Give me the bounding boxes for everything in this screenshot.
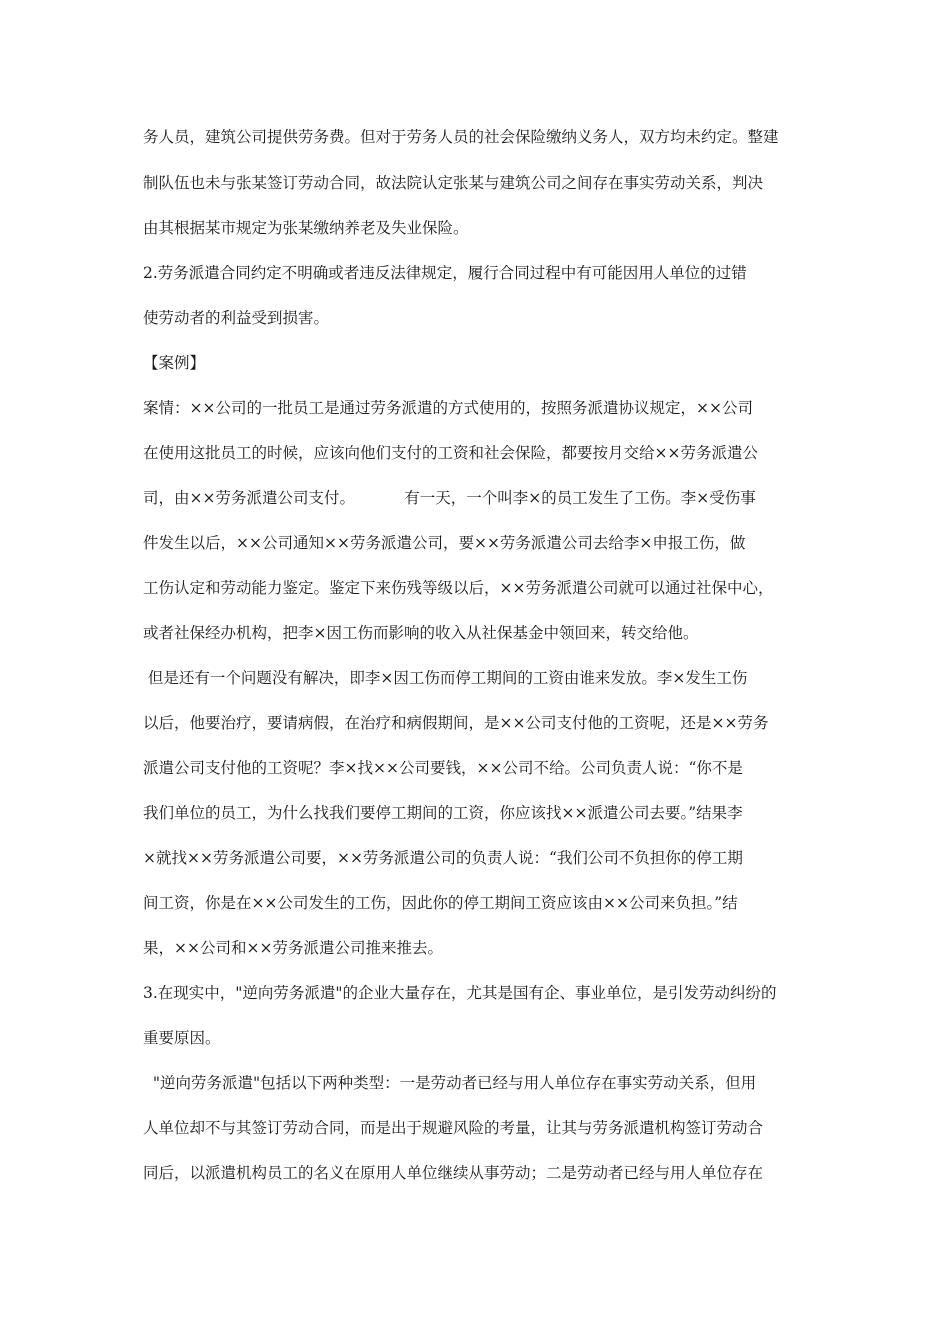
text-line: 或者社保经办机构，把李×因工伤而影响的收入从社保基金中领回来，转交给他。 (143, 624, 699, 642)
text-line: 务人员，建筑公司提供劳务费。但对于劳务人员的社会保险缴纳义务人，双方均未约定。整建 (143, 128, 779, 146)
text-line: 我们单位的员工，为什么找我们要停工期间的工资，你应该找××派遣公司去要。”结果李 (143, 804, 743, 822)
text-line: 人单位却不与其签订劳动合同，而是出于规避风险的考量，让其与劳务派遣机构签订劳动合 (143, 1119, 764, 1137)
text-line: 案情：××公司的一批员工是通过劳务派遣的方式使用的，按照务派遣协议规定，××公司 (143, 399, 753, 417)
text-line: 重要原因。 (143, 1029, 221, 1047)
text-line: 在使用这批员工的时候，应该向他们支付的工资和社会保险，都要按月交给××劳务派遣公 (143, 444, 758, 462)
text-line: 件发生以后，××公司通知××劳务派遣公司，要××劳务派遣公司去给李×申报工伤，做 (143, 534, 746, 552)
text-line: 使劳动者的利益受到损害。 (143, 309, 330, 327)
case-heading: 【案例】 (143, 354, 206, 372)
text-line: 司，由××劳务派遣公司支付。 有一天，一个叫李×的员工发生了工伤。李×受伤事 (143, 489, 756, 507)
text-line: 但是还有一个问题没有解决，即李×因工伤而停工期间的工资由谁来发放。李×发生工伤 (143, 669, 748, 687)
text-line: 以后，他要治疗，要请病假，在治疗和病假期间，是××公司支付他的工资呢，还是××劳务 (143, 714, 769, 732)
text-line: 由其根据某市规定为张某缴纳养老及失业保险。 (143, 219, 469, 237)
text-line: 同后，以派遣机构员工的名义在原用人单位继续从事劳动；二是劳动者已经与用人单位存在 (143, 1164, 764, 1182)
text-line: 制队伍也未与张某签订劳动合同，故法院认定张某与建筑公司之间存在事实劳动关系，判决 (143, 174, 764, 192)
text-line: ×就找××劳务派遣公司要，××劳务派遣公司的负责人说：“我们公司不负担你的停工期 (143, 849, 743, 867)
text-line: 派遣公司支付他的工资呢？李×找××公司要钱，××公司不给。公司负责人说：“你不是 (143, 759, 743, 777)
text-line: 间工资，你是在××公司发生的工伤，因此你的停工期间工资应该由××公司来负担。”结 (143, 894, 738, 912)
text-line: 工伤认定和劳动能力鉴定。鉴定下来伤残等级以后，××劳务派遣公司就可以通过社保中心， (143, 579, 774, 597)
section-heading-2: 2.劳务派遣合同约定不明确或者违反法律规定，履行合同过程中有可能因用人单位的过错 (143, 264, 747, 282)
section-heading-3: 3.在现实中，"逆向劳务派遣"的企业大量存在，尤其是国有企、事业单位，是引发劳动纠纷的 (143, 984, 777, 1002)
text-line: 果，××公司和××劳务派遣公司推来推去。 (143, 939, 443, 957)
text-line: "逆向劳务派遣"包括以下两种类型：一是劳动者已经与用人单位存在事实劳动关系，但用 (143, 1074, 757, 1092)
